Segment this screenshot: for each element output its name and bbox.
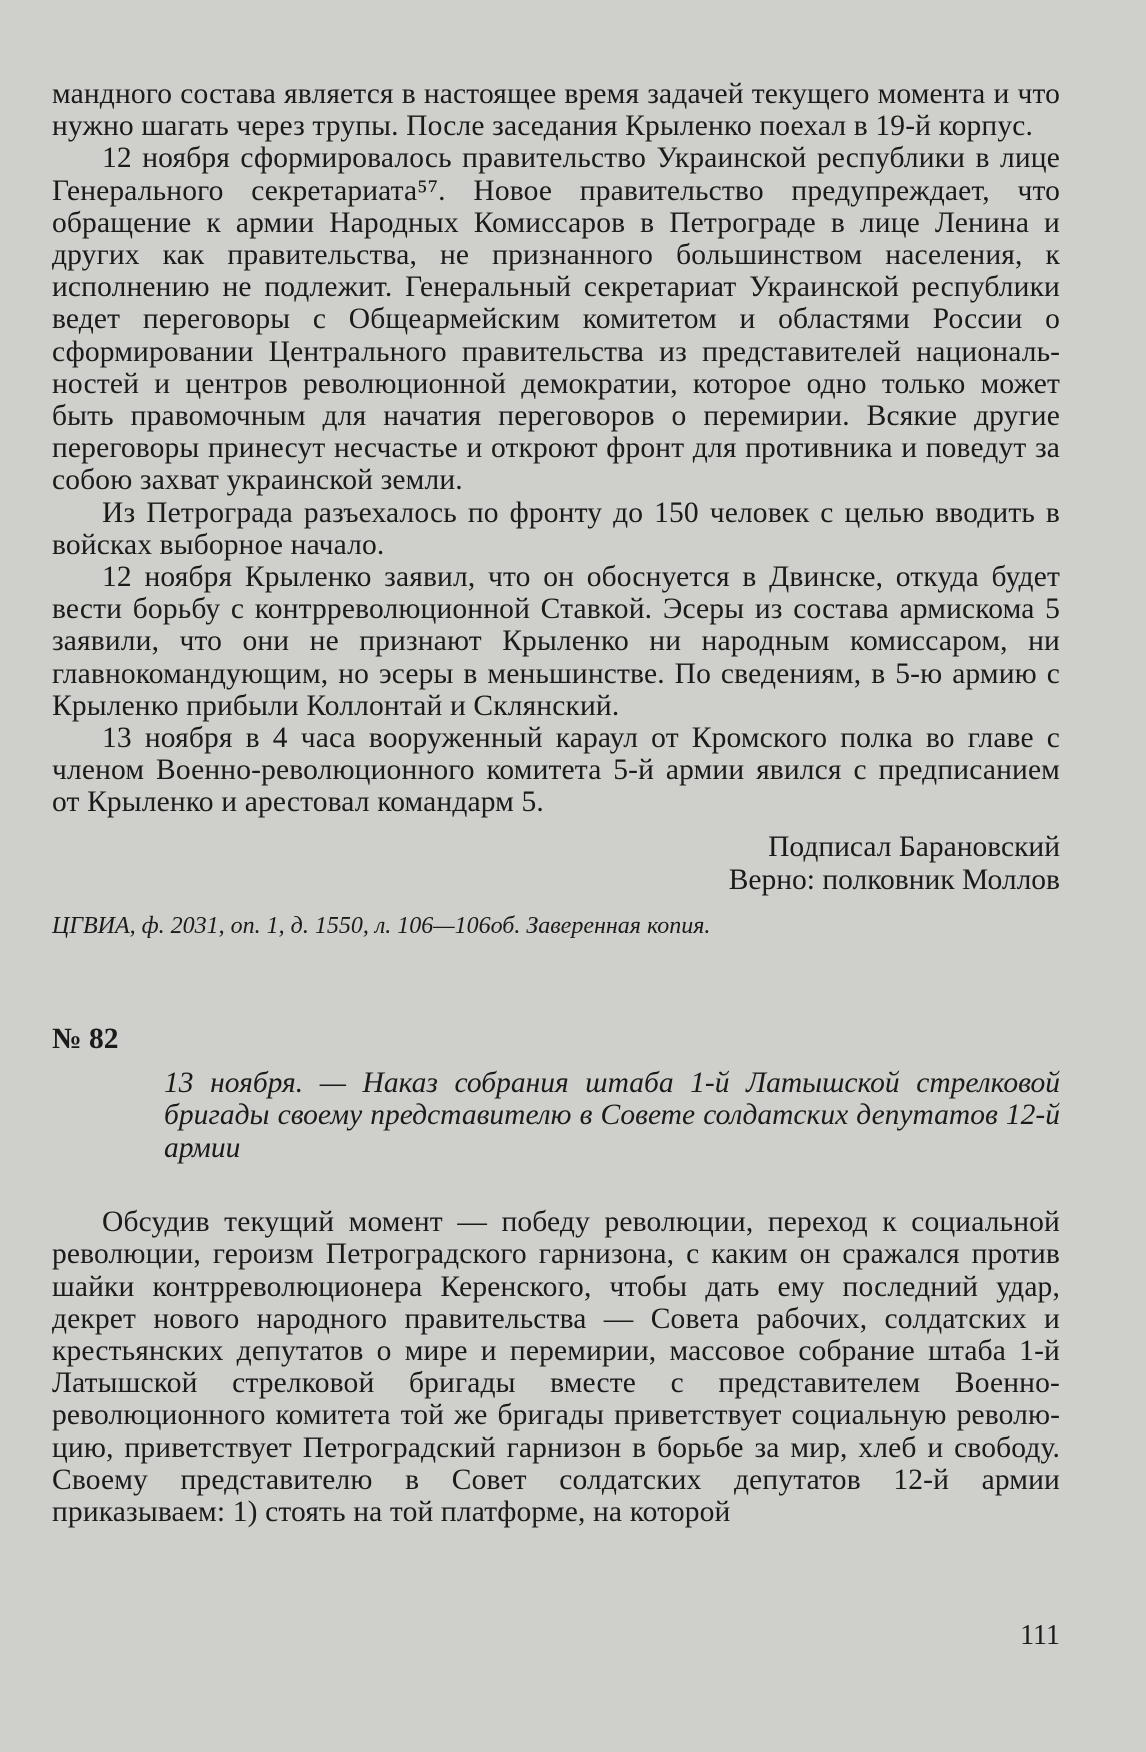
page-number: 111 xyxy=(1020,1620,1060,1651)
paragraph-petrograd-departures: Из Петрограда разъехалось по фронту до 150 человек с целью вводить в войсках выборное начало. xyxy=(52,496,1060,561)
document-title: 13 ноября. — Наказ собрания штаба 1-й Латышской стрелковой бригады своему представителю в Совете солдатских депутатов 12-й армии xyxy=(164,1066,1060,1164)
document-body: Обсудив текущий момент — победу революции, переход к социальной революции, героизм Петроградского гарнизона, с каким он сражался против шайки контрреволюционера Керенского, чтобы дать ему последний удар, декрет нового народного правительства — Совета рабочих, солдатских и крестьянских депутатов о мире и перемирии, массовое собрание штаба 1-й Латышской стрелковой бригады вместе с представителем Военно-революционного комитета той же бригады приветствует социальную революцию, приветствует Петроградский гарнизон в борьбе за мир, хлеб и свободу. Своему представителю в Совет солдатских депутатов 12-й армии приказываем: 1) стоять на той платформе, на которой xyxy=(52,1206,1060,1528)
archive-source-note: ЦГВИА, ф. 2031, оп. 1, д. 1550, л. 106—106об. Заверенная копия. xyxy=(52,912,711,939)
paragraph-krylenko-dvinsk: 12 ноября Крыленко заявил, что он обоснуется в Двинске, откуда будет вести борьбу с контрреволюционной Ставкой. Эсеры из состава армискома 5 заявили, что они не признают Крыленко ни народным комиссаром, ни главнокомандующим, но эсеры в меньшинстве. По сведениям, в 5-ю армию с Крыленко прибыли Коллонтай и Склянский. xyxy=(52,561,1060,722)
document-number: № 82 xyxy=(52,1022,119,1055)
paragraph-arrest: 13 ноября в 4 часа вооруженный караул от Кромского полка во главе с членом Военно-революционного комитета 5-й армии явился с предписанием от Крыленко и арестовал командарм 5. xyxy=(52,722,1060,819)
signature-line-certified: Верно: полковник Моллов xyxy=(728,863,1060,896)
signature-line-signed: Подписал Барановский xyxy=(768,830,1060,863)
paragraph-continuation: мандного состава является в настоящее время задачей текущего момента и что нужно шагать через трупы. После заседания Крыленко поехал в 19-й корпус. xyxy=(52,78,1060,143)
paragraph-ukrainian-government: 12 ноября сформировалось правительство Украинской республики в лице Генерального секретариата⁵⁷. Новое правительство предупреждает, что обращение к армии Народных Комиссаров в Петрограде в лице Ленина и других как правительства, не признанного большинством населения, к исполнению не подлежит. Генеральный секретариат Украинской республики ведет переговоры с Общеармейским комитетом и областями России о сформировании Центрального правительства из представителей национальностей и центров революционной демократии, которое одно только может быть правомочным для начатия переговоров о перемирии. Всякие другие переговоры принесут несчастье и откроют фронт для противника и поведут за собою захват украинской земли. xyxy=(52,142,1060,497)
